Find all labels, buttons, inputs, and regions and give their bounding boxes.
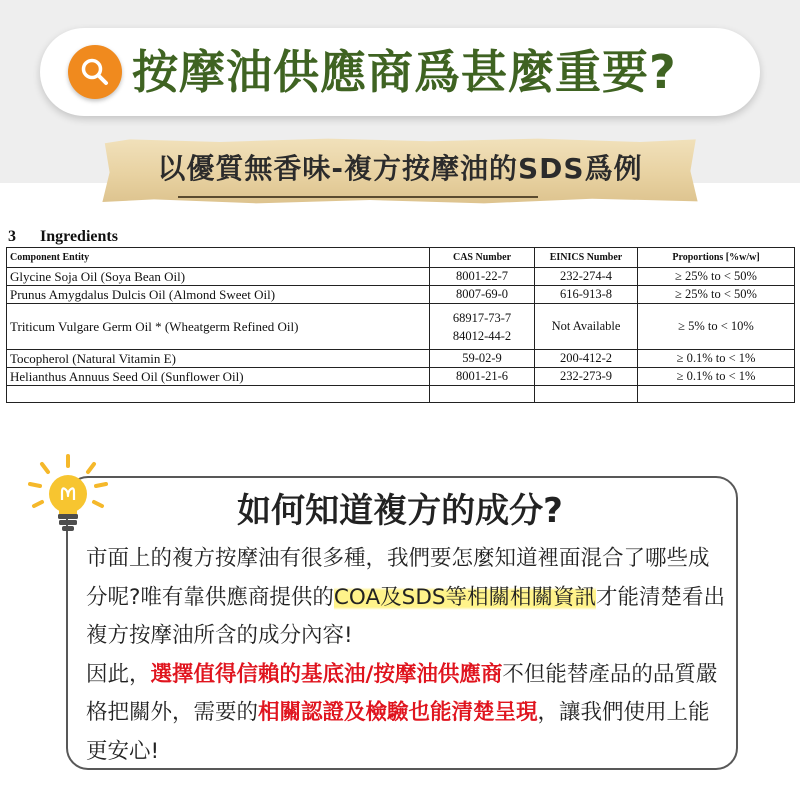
lightbulb-icon [26, 452, 110, 540]
component-entity-cell: Tocopherol (Natural Vitamin E) [7, 350, 430, 368]
table-row [7, 350, 795, 368]
card-paragraph-2 [86, 656, 726, 772]
column-header: EINICS Number [535, 248, 638, 268]
paragraph-text: 因此， [86, 661, 151, 687]
cas-number-cell: 59-02-9 [430, 350, 535, 368]
einics-number-cell: 232-274-4 [535, 268, 638, 286]
paragraph-text: 才能清楚看出複方按摩油所含的成分內容! [86, 584, 726, 648]
table-row [7, 268, 795, 286]
einics-number-cell: 200-412-2 [535, 350, 638, 368]
page-title: 按摩油供應商爲甚麼重要? [132, 45, 677, 99]
card-body [86, 540, 726, 771]
component-entity-cell: Helianthus Annuus Seed Oil (Sunflower Oil) [7, 368, 430, 386]
emphasis-text: 相關認證及檢驗也能清楚呈現 [258, 700, 538, 725]
table-row [7, 368, 795, 386]
einics-number-cell: Not Available [535, 304, 638, 350]
emphasis-text: 選擇值得信賴的基底油/按摩油供應商 [150, 661, 503, 687]
card-title: 如何知道複方的成分? [237, 491, 563, 531]
sds-section-number: 3 [8, 228, 16, 245]
search-icon [79, 56, 111, 88]
highlighted-text: COA及SDS等相關相關資訊 [333, 584, 597, 610]
column-header: CAS Number [430, 248, 535, 268]
table-row [7, 304, 795, 350]
cas-number-cell: 8001-21-6 [430, 368, 535, 386]
column-header: Component Entity [7, 248, 430, 268]
paragraph-text: 市面上的複方按摩油有很多種，我們要怎麼知道裡面混合了哪些成分呢?唯有靠供應商提供的 [86, 546, 710, 610]
proportion-cell: ≥ 0.1% to < 1% [638, 368, 795, 386]
component-entity-cell: Triticum Vulgare Germ Oil * (Wheatgerm Refined Oil) [7, 304, 430, 350]
banner-underline [178, 196, 538, 198]
column-header: Proportions [%w/w] [638, 248, 795, 268]
ingredients-table [6, 247, 795, 403]
cas-number-cell: 8001-22-7 [430, 268, 535, 286]
paragraph-text: 不但能替產品的品質嚴格把關外，需要的 [86, 661, 718, 725]
proportion-cell: ≥ 25% to < 50% [638, 286, 795, 304]
table-row-empty [7, 386, 795, 403]
component-entity-cell: Prunus Amygdalus Dulcis Oil (Almond Sweet Oil) [7, 286, 430, 304]
proportion-cell: ≥ 5% to < 10% [638, 304, 795, 350]
einics-number-cell: 616-913-8 [535, 286, 638, 304]
einics-number-cell: 232-273-9 [535, 368, 638, 386]
banner-title: 以優質無香味-複方按摩油的SDS爲例 [157, 152, 643, 185]
card-paragraph-1 [86, 540, 726, 656]
cas-number-primary: 68917-73-7 [452, 310, 512, 325]
table-header-row [7, 248, 795, 268]
cas-number-cell [430, 304, 535, 350]
lightbulb-badge [26, 452, 110, 540]
proportion-cell: ≥ 0.1% to < 1% [638, 350, 795, 368]
cas-number-cell: 8007-69-0 [430, 286, 535, 304]
proportion-cell: ≥ 25% to < 50% [638, 268, 795, 286]
component-entity-cell: Glycine Soja Oil (Soya Bean Oil) [7, 268, 430, 286]
table-row [7, 286, 795, 304]
sds-section-title: Ingredients [40, 228, 118, 245]
paragraph-text: ，讓我們使用上能更安心! [86, 700, 710, 764]
search-badge [68, 45, 122, 99]
cas-number-secondary: 84012-44-2 [452, 328, 512, 343]
sds-section-heading [8, 227, 118, 247]
